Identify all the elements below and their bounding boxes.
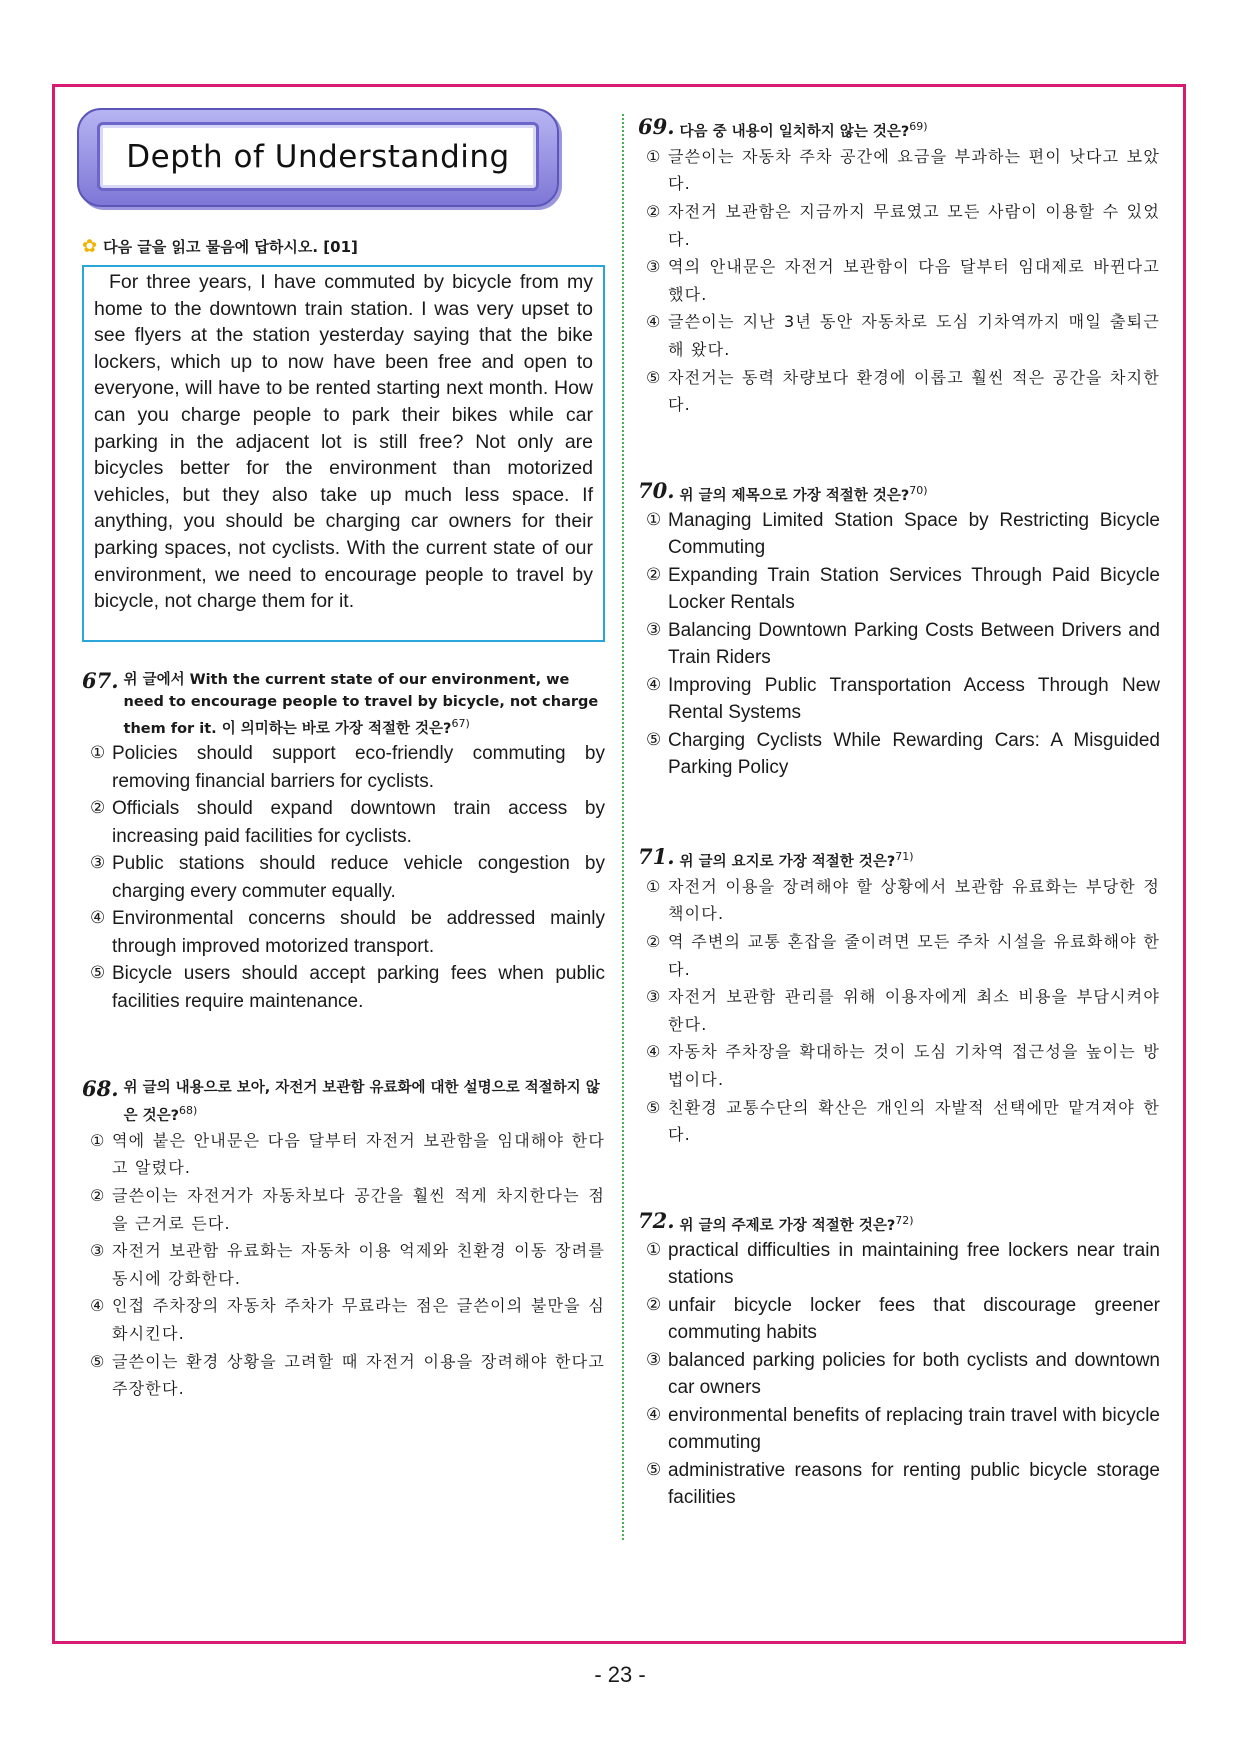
question-number: 68. — [82, 1076, 119, 1101]
choice-3[interactable]: ③ 역의 안내문은 자전거 보관함이 다음 달부터 임대제로 바뀐다고 했다. — [646, 257, 1160, 304]
choice-4[interactable]: ④ Environmental concerns should be addressed mainly through improved motorized transport. — [90, 908, 605, 957]
question-number: 71. — [638, 844, 675, 869]
choice-1[interactable]: ① practical difficulties in maintaining free lockers near train stations — [646, 1239, 1160, 1289]
choice-5[interactable]: ⑤ administrative reasons for renting public bicycle storage facilities — [646, 1459, 1160, 1509]
footnote-ref: 68) — [179, 1103, 198, 1117]
question-prompt: 위 글의 요지로 가장 적절한 것은?$^{71)}$ — [679, 850, 914, 870]
choice-1[interactable]: ① Managing Limited Station Space by Restricting Bicycle Commuting — [646, 509, 1160, 559]
choice-1[interactable]: ① Policies should support eco-friendly commuting by removing financial barriers for cyclists. — [90, 743, 605, 792]
question-header — [638, 480, 1160, 507]
column-divider — [622, 114, 624, 1540]
question-number: 69. — [638, 114, 675, 139]
page-number: - 23 - — [594, 1662, 646, 1687]
footnote-ref: 69) — [909, 120, 928, 133]
reading-passage: For three years, I have commuted by bicycle from my home to the downtown train station. I was very upset to see flyers at the station yesterday saying that the bike lockers, which up to now have been free and open to everyone, will have to be rented starting next month. How can you charge people to park their bikes while car parking in the adjacent lot is still free? Not only are bicycles better for the environment than motorized vehicles, but they also take up much less space. If anything, you should be charging car owners for their parking spaces, not cyclists. With the current state of our environment, we need to encourage people to travel by bicycle, not charge them for it. — [82, 265, 605, 642]
question-69 — [638, 116, 1160, 419]
footnote-ref: 72) — [895, 1214, 914, 1227]
choice-4[interactable]: ④ 인접 주차장의 자동차 주차가 무료라는 점은 글쓴이의 불만을 심화시킨다. — [90, 1296, 605, 1343]
footnote-ref: 71) — [895, 850, 914, 863]
header-banner-inner — [97, 122, 539, 191]
question-70 — [638, 480, 1160, 782]
choice-4[interactable]: ④ 글쓴이는 지난 3년 동안 자동차로 도심 기차역까지 매일 출퇴근해 왔다. — [646, 312, 1160, 359]
question-header — [638, 846, 1160, 873]
choice-3[interactable]: ③ 자전거 보관함 유료화는 자동차 이용 억제와 친환경 이동 장려를 동시에 강화한다. — [90, 1241, 605, 1288]
choice-1[interactable]: ① 자전거 이용을 장려해야 할 상황에서 보관함 유료화는 부당한 정책이다. — [646, 876, 1160, 924]
question-67 — [82, 670, 605, 1015]
choice-5[interactable]: ⑤ Charging Cyclists While Rewarding Cars: A Misguided Parking Policy — [646, 729, 1160, 779]
question-68 — [82, 1078, 605, 1403]
question-header — [82, 670, 605, 740]
question-72 — [638, 1210, 1160, 1512]
question-number: 70. — [638, 478, 675, 503]
footnote-ref: 70) — [909, 484, 928, 497]
choice-3[interactable]: ③ Public stations should reduce vehicle congestion by charging every commuter equally. — [90, 853, 605, 902]
choice-5[interactable]: ⑤ 자전거는 동력 차량보다 환경에 이롭고 훨씬 적은 공간을 차지한다. — [646, 367, 1160, 415]
question-prompt: 위 글에서 With the current state of our environment, we need to encourage people to travel by bicycle, not charge them for it. 이 의미하는 바로 가장 적절한 것은?$^{67)}$ — [123, 672, 599, 737]
question-number: 72. — [638, 1208, 675, 1233]
choice-2[interactable]: ② 글쓴이는 자전거가 자동차보다 공간을 훨씬 적게 차지한다는 점을 근거로 든다. — [90, 1186, 605, 1233]
choice-2[interactable]: ② 역 주변의 교통 혼잡을 줄이려면 모든 주차 시설을 유료화해야 한다. — [646, 932, 1160, 979]
question-header — [82, 1078, 605, 1127]
choice-2[interactable]: ② Expanding Train Station Services Through Paid Bicycle Locker Rentals — [646, 564, 1160, 614]
question-prompt: 위 글의 제목으로 가장 적절한 것은?$^{70)}$ — [679, 484, 928, 504]
footnote-ref: 67) — [451, 717, 470, 730]
header-banner — [77, 108, 559, 207]
question-header — [638, 116, 1160, 143]
choice-5[interactable]: ⑤ 글쓴이는 환경 상황을 고려할 때 자전거 이용을 장려해야 한다고 주장한다. — [90, 1351, 605, 1399]
instruction — [82, 236, 358, 257]
choice-2[interactable]: ② 자전거 보관함은 지금까지 무료였고 모든 사람이 이용할 수 있었다. — [646, 202, 1160, 249]
choice-2[interactable]: ② unfair bicycle locker fees that discourage greener commuting habits — [646, 1294, 1160, 1344]
choice-4[interactable]: ④ environmental benefits of replacing train travel with bicycle commuting — [646, 1404, 1160, 1454]
choice-3[interactable]: ③ Balancing Downtown Parking Costs Between Drivers and Train Riders — [646, 619, 1160, 669]
choice-1[interactable]: ① 글쓴이는 자동차 주차 공간에 요금을 부과하는 편이 낫다고 보았다. — [646, 146, 1160, 194]
question-number: 67. — [82, 668, 119, 693]
choice-3[interactable]: ③ 자전거 보관함 관리를 위해 이용자에게 최소 비용을 부담시켜야 한다. — [646, 987, 1160, 1034]
choice-1[interactable]: ① 역에 붙은 안내문은 다음 달부터 자전거 보관함을 임대해야 한다고 알렸다. — [90, 1130, 605, 1178]
choice-5[interactable]: ⑤ Bicycle users should accept parking fees when public facilities require maintenance. — [90, 963, 605, 1012]
choice-4[interactable]: ④ Improving Public Transportation Access Through New Rental Systems — [646, 674, 1160, 724]
question-prompt: 다음 중 내용이 일치하지 않는 것은?$^{69)}$ — [679, 120, 928, 140]
choice-4[interactable]: ④ 자동차 주차장을 확대하는 것이 도심 기차역 접근성을 높이는 방법이다. — [646, 1042, 1160, 1089]
choice-2[interactable]: ② Officials should expand downtown train access by increasing paid facilities for cyclists. — [90, 798, 605, 847]
flower-icon: ✿ — [82, 235, 98, 257]
question-71 — [638, 846, 1160, 1149]
choice-5[interactable]: ⑤ 친환경 교통수단의 확산은 개인의 자발적 선택에만 맡겨져야 한다. — [646, 1097, 1160, 1145]
question-prompt: 위 글의 내용으로 보아, 자전거 보관함 유료화에 대한 설명으로 적절하지 않은 것은?$^{68)}$ — [123, 1080, 600, 1124]
instruction-text: 다음 글을 읽고 물음에 답하시오. [01] — [103, 238, 358, 256]
question-header — [638, 1210, 1160, 1237]
page-title: Depth of Understanding — [126, 138, 510, 175]
choice-3[interactable]: ③ balanced parking policies for both cyclists and downtown car owners — [646, 1349, 1160, 1399]
question-prompt: 위 글의 주제로 가장 적절한 것은?$^{72)}$ — [679, 1214, 914, 1234]
